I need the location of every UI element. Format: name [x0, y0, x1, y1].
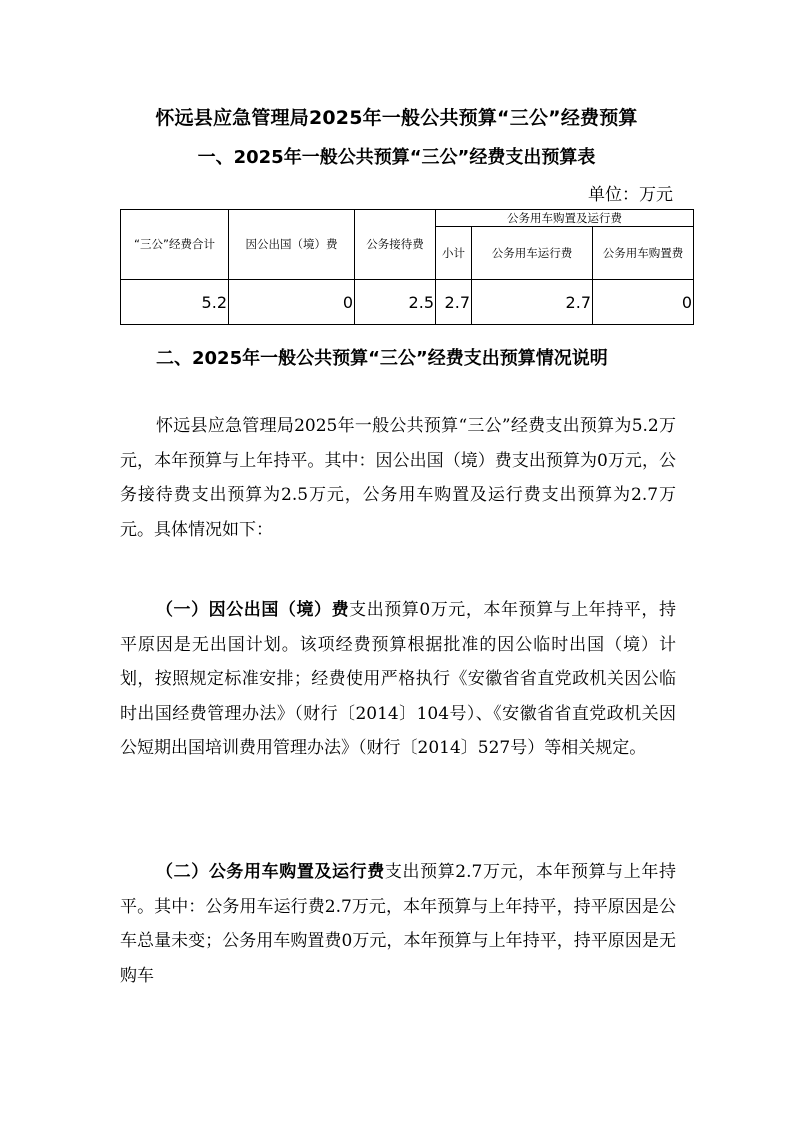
header-vehicle-group: 公务用车购置及运行费: [436, 210, 694, 227]
item1-paragraph: [120, 593, 676, 766]
header-abroad: 因公出国（境）费: [229, 210, 355, 280]
value-abroad: 0: [229, 280, 355, 325]
document-title: 怀远县应急管理局2025年一般公共预算“三公”经费预算: [155, 107, 638, 129]
item1-lead: （一）因公出国（境）费: [156, 600, 350, 620]
value-vehicle-running: 2.7: [472, 280, 593, 325]
item1-text: 支出预算0万元，本年预算与上年持平，持平原因是无出国计划。该项经费预算根据批准的因公临时出国（境）计划，按照规定标准安排；经费使用严格执行《安徽省省直党政机关因公临时出国经费管理办法》（财行〔2014〕104号）、《安徽省省直党政机关因公短期出国培训费用管理办法》（财行〔2014〕527号）等相关规定。: [120, 600, 676, 758]
value-reception: 2.5: [355, 280, 436, 325]
header-reception: 公务接待费: [355, 210, 436, 280]
value-vehicle-purchase: 0: [593, 280, 694, 325]
section1-title: 一、2025年一般公共预算“三公”经费支出预算表: [197, 147, 596, 168]
item2-text: 支出预算2.7万元，本年预算与上年持平。其中：公务用车运行费2.7万元，本年预算与上年持平，持平原因是公车总量未变；公务用车购置费0万元，本年预算与上年持平，持平原因是无购车: [120, 862, 676, 986]
header-vehicle-running: 公务用车运行费: [472, 227, 593, 280]
header-total: “三公”经费合计: [121, 210, 229, 280]
budget-table: [120, 209, 694, 325]
unit-label: 单位：万元: [588, 185, 673, 205]
header-vehicle-subtotal: 小计: [436, 227, 472, 280]
header-vehicle-purchase: 公务用车购置费: [593, 227, 694, 280]
section2-title: 二、2025年一般公共预算“三公”经费支出预算情况说明: [156, 348, 608, 369]
item2-lead: （二）公务用车购置及运行费: [156, 862, 385, 882]
value-vehicle-subtotal: 2.7: [436, 280, 472, 325]
item2-paragraph: [120, 855, 676, 993]
intro-paragraph: 怀远县应急管理局2025年一般公共预算“三公”经费支出预算为5.2万元，本年预算与上年持平。其中：因公出国（境）费支出预算为0万元，公务接待费支出预算为2.5万元，公务用车购置及运行费支出预算为2.7万元。具体情况如下：: [120, 416, 676, 540]
value-total: 5.2: [121, 280, 229, 325]
